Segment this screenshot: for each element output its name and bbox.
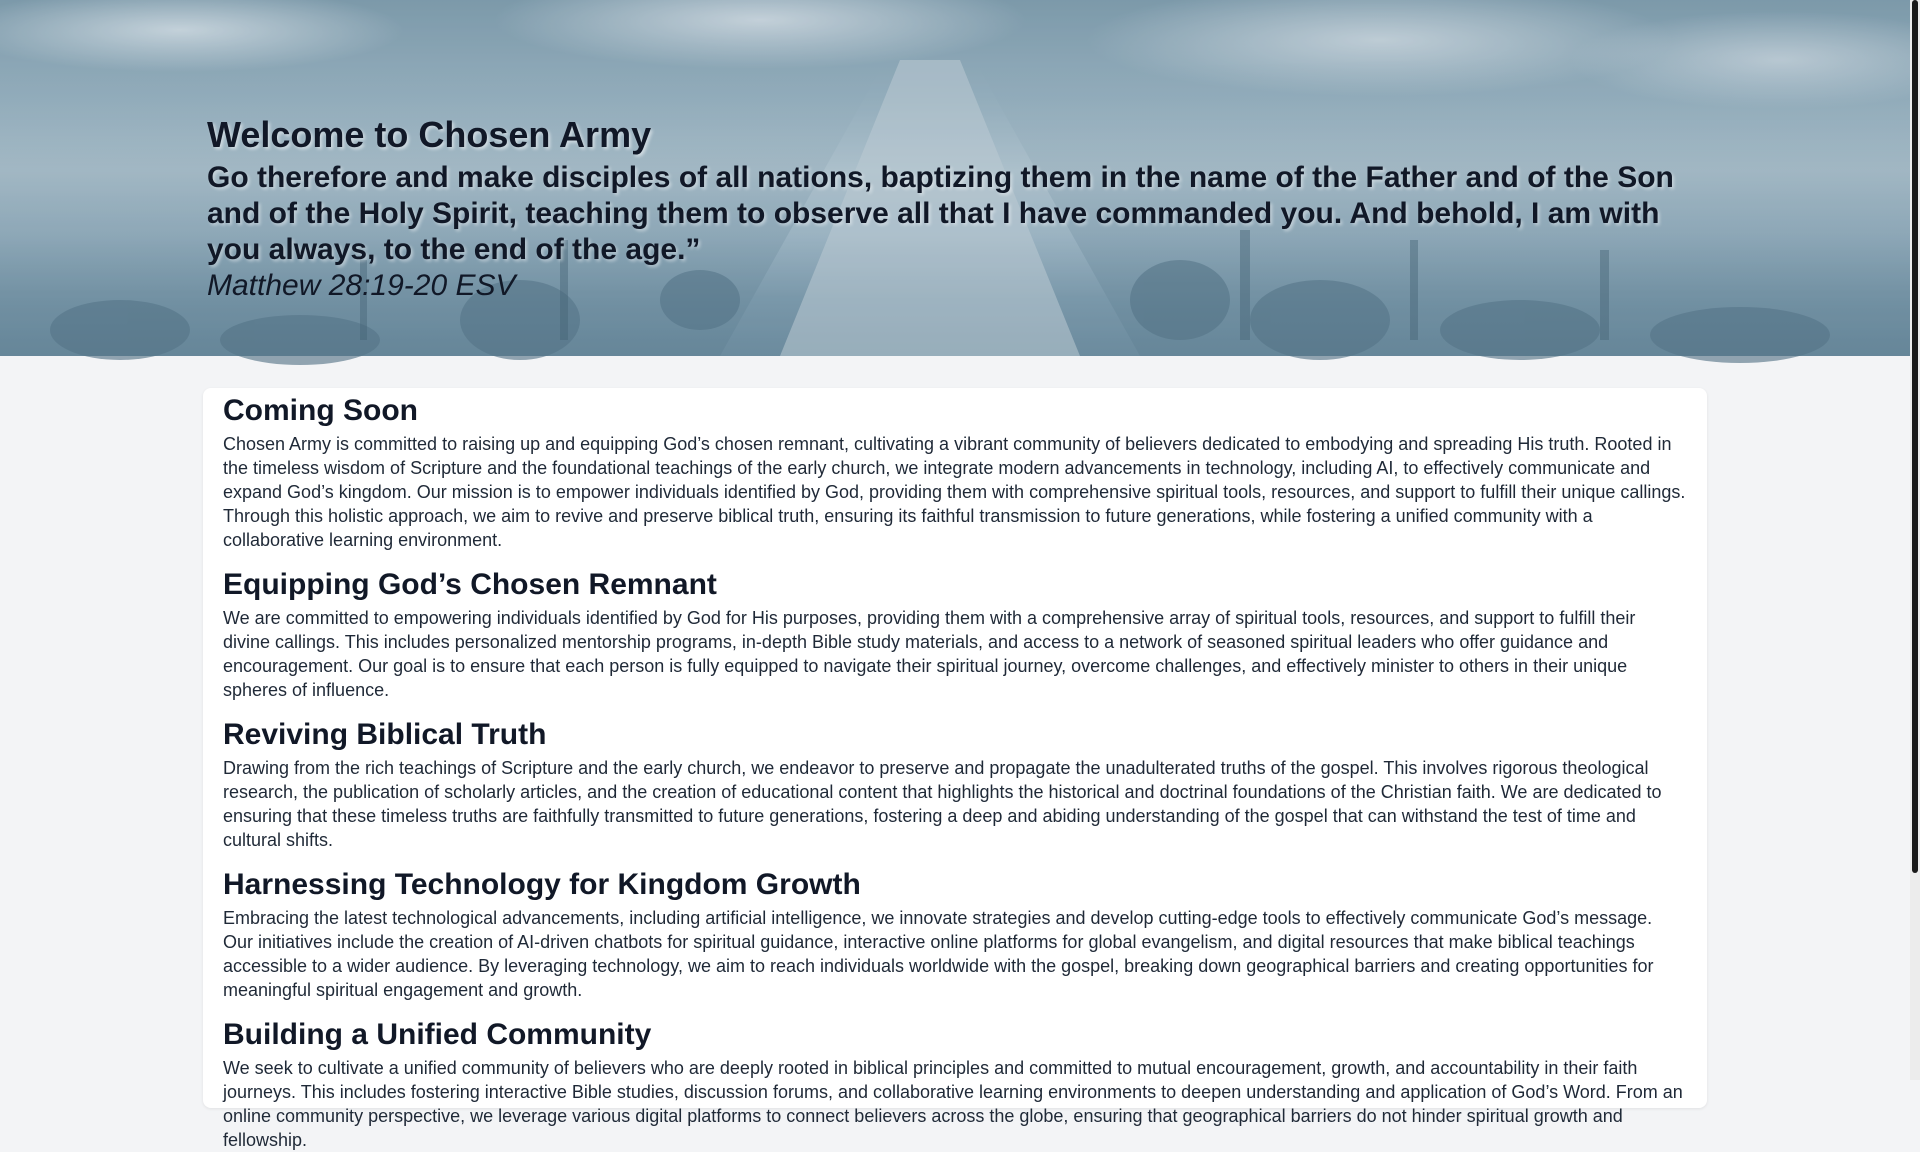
section-body: Drawing from the rich teachings of Scripture and the early church, we endeavor to preserve and propagate the unadulterated truths of the gospel. This involves rigorous theological research, the publication of scholarly articles, and the creation of educational content that highlights the historical and doctrinal foundations of the Christian faith. We are dedicated to ensuring that these timeless truths are faithfully transmitted to future generations, fostering a deep and abiding understanding of the gospel that can withstand the test of time and cultural shifts.	[223, 758, 1662, 850]
hero-scripture-reference: Matthew 28:19-20 ESV	[207, 269, 516, 302]
hero-content	[207, 114, 1687, 304]
section-body: We seek to cultivate a unified community of believers who are deeply rooted in biblical principles and committed to mutual encouragement, growth, and accountability in their faith journeys. This includes fostering interactive Bible studies, discussion forums, and collaborative learning environments to deepen understanding and application of God’s Word. From an online community perspective, we leverage various digital platforms to connect believers across the globe, ensuring that geographical barriers do not hinder spiritual growth and fellowship.	[223, 1058, 1683, 1150]
page-scrollbar[interactable]	[1910, 0, 1920, 1080]
scrollbar-thumb[interactable]	[1912, 0, 1918, 873]
section-heading: Harnessing Technology for Kingdom Growth	[223, 868, 861, 901]
section-body: Embracing the latest technological advancements, including artificial intelligence, we innovate strategies and develop cutting-edge tools to effectively communicate God’s message. Our initiatives include the creation of AI-driven chatbots for spiritual guidance, interactive online platforms for global evangelism, and digital resources that make biblical teachings accessible to a wider audience. By leveraging technology, we aim to reach individuals worldwide with the gospel, breaking down geographical barriers and creating opportunities for meaningful spiritual engagement and growth.	[223, 908, 1654, 1000]
section-unified-community	[223, 1016, 1687, 1152]
section-coming-soon	[223, 392, 1687, 552]
section-harnessing-technology	[223, 866, 1687, 1002]
section-heading: Building a Unified Community	[223, 1018, 652, 1051]
section-body: Chosen Army is committed to raising up and equipping God’s chosen remnant, cultivating a vibrant community of believers dedicated to embodying and spreading His truth. Rooted in the timeless wisdom of Scripture and the foundational teachings of the early church, we integrate modern advancements in technology, including AI, to effectively communicate and expand God’s kingdom. Our mission is to empower individuals identified by God, providing them with comprehensive spiritual tools, resources, and support to fulfill their unique callings. Through this holistic approach, we aim to revive and preserve biblical truth, ensuring its faithful transmission to future generations, while fostering a unified community with a collaborative learning environment.	[223, 434, 1686, 550]
section-equipping-remnant	[223, 566, 1687, 702]
hero-banner	[0, 0, 1910, 356]
hero-title: Welcome to Chosen Army	[207, 114, 652, 155]
section-heading: Coming Soon	[223, 394, 418, 427]
section-heading: Equipping God’s Chosen Remnant	[223, 568, 717, 601]
hero-scripture-quote: Go therefore and make disciples of all nations, baptizing them in the name of the Father and of the Son and of the Holy Spirit, teaching them to observe all that I have commanded you. And behold, I am with you always, to the end of the age.”	[207, 161, 1674, 266]
section-body: We are committed to empowering individuals identified by God for His purposes, providing them with a comprehensive array of spiritual tools, resources, and support to fulfill their divine callings. This includes personalized mentorship programs, in-depth Bible study materials, and access to a network of seasoned spiritual leaders who offer guidance and encouragement. Our goal is to ensure that each person is fully equipped to navigate their spiritual journey, overcome challenges, and effectively minister to others in their unique spheres of influence.	[223, 608, 1636, 700]
section-reviving-truth	[223, 716, 1687, 852]
content-card	[203, 388, 1707, 1150]
section-heading: Reviving Biblical Truth	[223, 718, 547, 751]
